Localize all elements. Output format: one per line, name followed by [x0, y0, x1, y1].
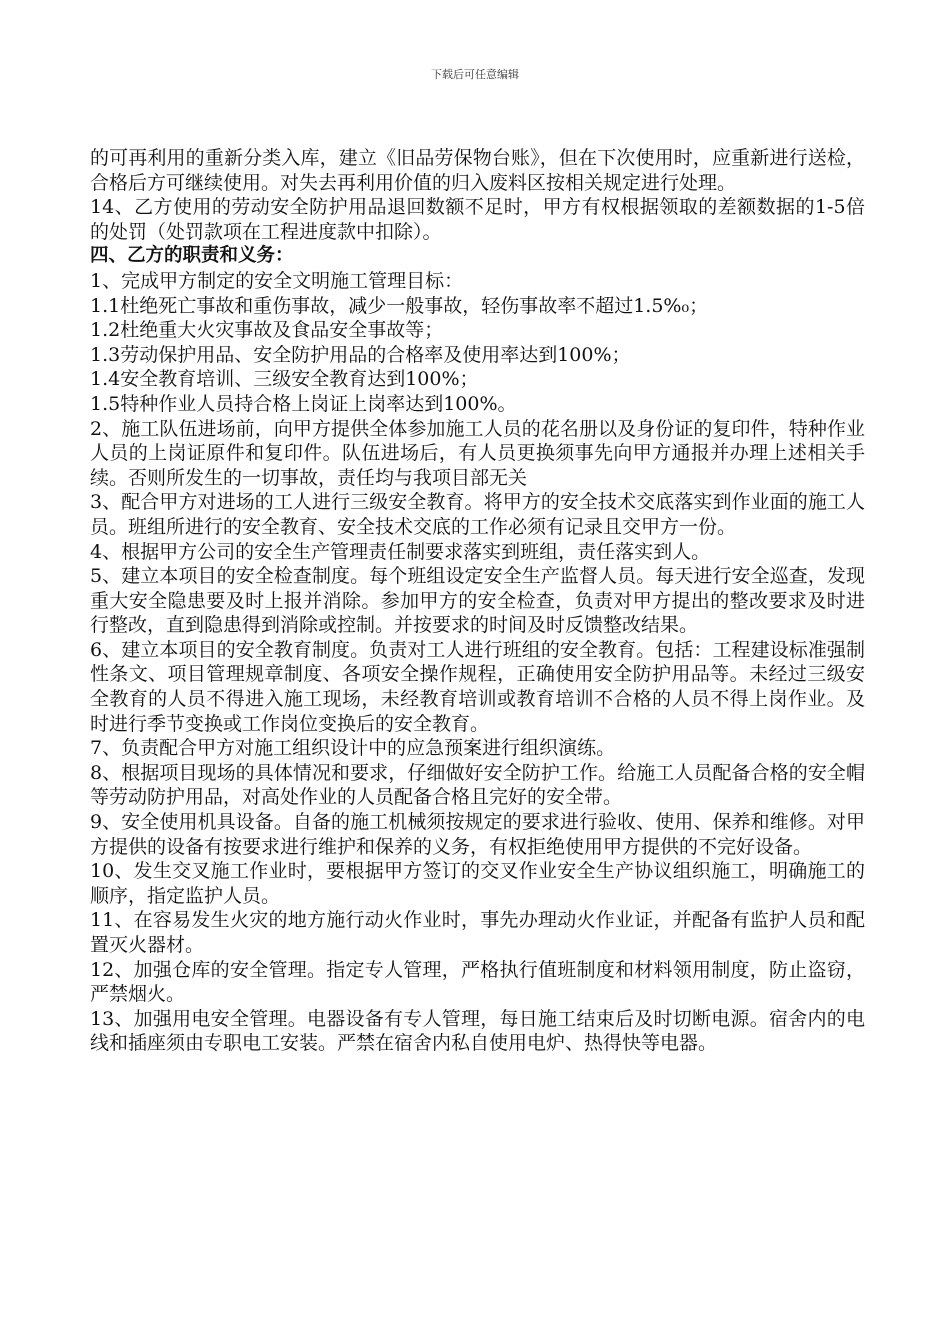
paragraph-recycling: 的可再利用的重新分类入库，建立《旧品劳保物台账》，但在下次使用时，应重新进行送检，合格后方可继续使用。对失去再利用价值的归入废料区按相关规定进行处理。 [90, 147, 865, 194]
paragraph-item-8: 8、根据项目现场的具体情况和要求，仔细做好安全防护工作。给施工人员配备合格的安全帽等劳动防护用品，对高处作业的人员配备合格且完好的安全带。 [90, 761, 865, 809]
paragraph-item-12: 12、加强仓库的安全管理。指定专人管理，严格执行值班制度和材料领用制度，防止盗窃，严禁烟火。 [90, 958, 865, 1006]
paragraph-item-1-5: 1.5特种作业人员持合格上岗证上岗率达到100%。 [90, 392, 517, 415]
paragraph-item-10: 10、发生交叉施工作业时，要根据甲方签订的交叉作业安全生产协议组织施工，明确施工的顺序，指定监护人员。 [90, 860, 865, 907]
paragraph-item-3: 3、配合甲方对进场的工人进行三级安全教育。将甲方的安全技术交底落实到作业面的施工人员。班组所进行的安全教育、安全技术交底的工作必须有记录且交甲方一份。 [90, 491, 865, 538]
paragraph-item-1: 1、完成甲方制定的安全文明施工管理目标： [90, 269, 464, 292]
paragraph-item-11: 11、在容易发生火灾的地方施行动火作业时，事先办理动火作业证，并配备有监护人员和配置灭火器材。 [90, 909, 865, 956]
paragraph-item-1-2: 1.2杜绝重大火灾事故及食品安全事故等； [90, 319, 444, 342]
paragraph-item-1-1: 1.1杜绝死亡事故和重伤事故，减少一般事故，轻伤事故率不超过1.5%₀； [90, 294, 709, 317]
page-header-note: 下载后可任意编辑 [431, 68, 519, 81]
section-heading-duties: 四、乙方的职责和义务： [90, 245, 294, 267]
paragraph-item-4: 4、根据甲方公司的安全生产管理责任制要求落实到班组，责任落实到人。 [90, 540, 711, 563]
paragraph-item-1-3: 1.3劳动保护用品、安全防护用品的合格率及使用率达到100%； [90, 343, 631, 366]
paragraph-item-7: 7、负责配合甲方对施工组织设计中的应急预案进行组织演练。 [90, 737, 616, 760]
paragraph-item-13: 13、加强用电安全管理。电器设备有专人管理，每日施工结束后及时切断电源。宿舍内的电线和插座须由专职电工安装。严禁在宿舍内私自使用电炉、热得快等电器。 [90, 1007, 865, 1055]
paragraph-item-2: 2、施工队伍进场前，向甲方提供全体参加施工人员的花名册以及身份证的复印件，特种作业人员的上岗证原件和复印件。队伍进场后，有人员更换须事先向甲方通报并办理上述相关手续。否则所发生的一切事故，责任均与我项目部无关 [90, 417, 865, 489]
paragraph-item-5: 5、建立本项目的安全检查制度。每个班组设定安全生产监督人员。每天进行安全巡查，发现重大安全隐患要及时上报并消除。参加甲方的安全检查，负责对甲方提出的整改要求及时进行整改，直到隐患得到消除或控制。并按要求的时间及时反馈整改结果。 [90, 565, 865, 637]
document-body [90, 146, 865, 1056]
paragraph-item-1-4: 1.4安全教育培训、三级安全教育达到100%； [90, 368, 479, 391]
paragraph-item-6: 6、建立本项目的安全教育制度。负责对工人进行班组的安全教育。包括：工程建设标准强制性条文、项目管理规章制度、各项安全操作规程，正确使用安全防护用品等。未经过三级安全教育的人员不得进入施工现场，未经教育培训或教育培训不合格的人员不得上岗作业。及时进行季节变换或工作岗位变换后的安全教育。 [90, 638, 865, 735]
paragraph-item-9: 9、安全使用机具设备。自备的施工机械须按规定的要求进行验收、使用、保养和维修。对甲方提供的设备有按要求进行维护和保养的义务，有权拒绝使用甲方提供的不完好设备。 [90, 811, 865, 858]
paragraph-clause-14: 14、乙方使用的劳动安全防护用品退回数额不足时，甲方有权根据领取的差额数据的1-5倍的处罚（处罚款项在工程进度款中扣除）。 [90, 196, 865, 243]
